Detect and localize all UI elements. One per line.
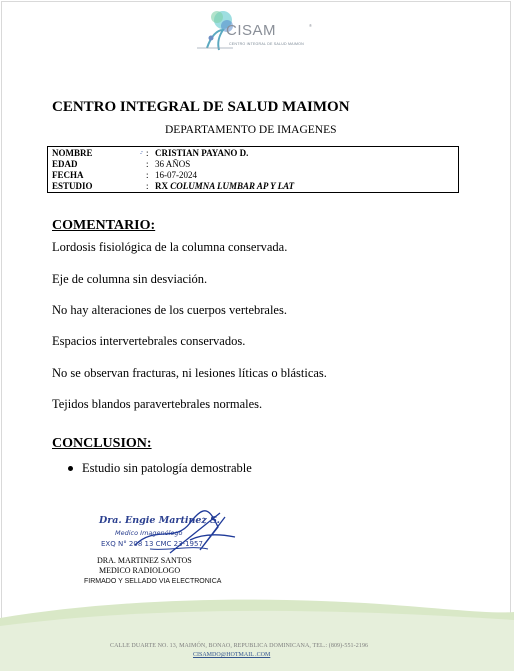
comment-line: No se observan fracturas, ni lesiones líticas o blásticas. xyxy=(52,366,327,380)
bullet-icon xyxy=(68,466,73,471)
signature-scribble-icon xyxy=(130,505,240,560)
conclusion-item: Estudio sin patología demostrable xyxy=(82,461,252,475)
colon: : xyxy=(146,170,149,180)
date-label: FECHA xyxy=(52,170,84,180)
department-title: DEPARTAMENTO DE IMAGENES xyxy=(165,124,337,136)
age-value: 36 AÑOS xyxy=(155,159,191,169)
edit-mark-icon: ᵕ̈ xyxy=(140,150,143,158)
conclusion-heading: CONCLUSION: xyxy=(52,436,152,451)
signature-note: FIRMADO Y SELLADO VIA ELECTRONICA xyxy=(84,578,222,585)
stamp-doctor-role: Medico Imagenólogo xyxy=(115,529,183,537)
stamp-license: EXQ N° 208 13 CMC 23-1957 xyxy=(101,540,203,548)
study-prefix: RX xyxy=(155,181,168,191)
name-value: CRISTIAN PAYANO D. xyxy=(155,148,249,158)
date-value: 16-07-2024 xyxy=(155,170,197,180)
comment-line: Eje de columna sin desviación. xyxy=(52,272,208,286)
doctor-role: MEDICO RADIOLOGO xyxy=(99,566,181,575)
age-label: EDAD xyxy=(52,159,78,169)
study-label: ESTUDIO xyxy=(52,181,93,191)
patient-info-box xyxy=(47,146,459,193)
footer-email-link[interactable]: CISAMDO@HOTMAIL .COM xyxy=(193,652,271,658)
doctor-name: DRA. MARTINEZ SANTOS xyxy=(97,556,192,565)
colon: : xyxy=(146,148,149,158)
comment-line: No hay alteraciones de los cuerpos vertebrales. xyxy=(52,303,287,317)
comment-line: Lordosis fisiológica de la columna conservada. xyxy=(52,240,288,254)
logo-registered-mark: ® xyxy=(309,23,312,28)
name-label: NOMBRE xyxy=(52,148,93,158)
colon: : xyxy=(146,159,149,169)
logo-wordmark: CISAM xyxy=(226,22,277,39)
study-value xyxy=(155,181,294,192)
comment-heading: COMENTARIO: xyxy=(52,218,156,233)
stamp-doctor-name: Dra. Engie Martinez S. xyxy=(99,515,220,526)
footer-address: CALLE DUARTE NO. 13, MAIMÓN, BONAO, REPUBLICA DOMINICANA, TEL.: (809)-551-2196 xyxy=(110,643,369,649)
study-name: COLUMNA LUMBAR AP Y LAT xyxy=(170,181,295,191)
comment-line: Tejidos blandos paravertebrales normales. xyxy=(52,397,263,411)
center-title: CENTRO INTEGRAL DE SALUD MAIMON xyxy=(52,99,350,115)
colon: : xyxy=(146,181,149,191)
logo-subtitle: CENTRO INTEGRAL DE SALUD MAIMON xyxy=(229,42,304,46)
comment-line: Espacios intervertebrales conservados. xyxy=(52,334,246,348)
footer-wave xyxy=(0,596,514,671)
cisam-logo xyxy=(193,8,323,54)
